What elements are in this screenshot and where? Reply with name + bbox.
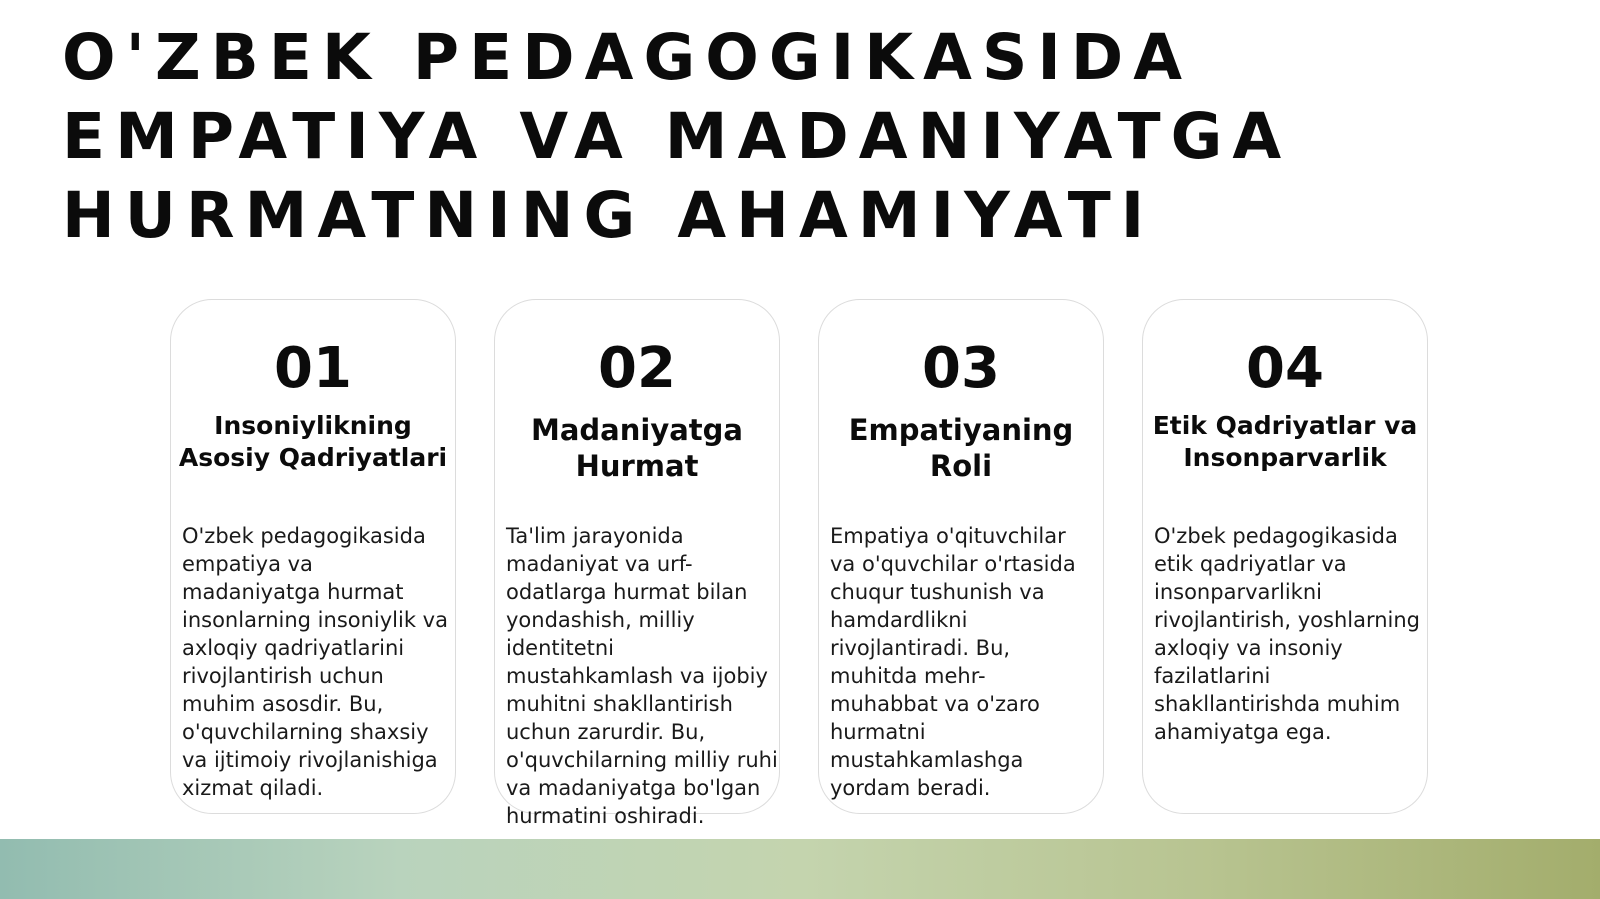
card-body: O'zbek pedagogikasida etik qadriyatlar va insonparvarlikni rivojlantirish, yoshlarning axloqiy va insoniy fazilatlarini shakllantirishda muhim ahamiyatga ega. xyxy=(1154,524,1421,744)
card-heading: Etik Qadriyatlar va Insonparvarlik xyxy=(1152,411,1418,472)
card-number: 02 xyxy=(598,336,676,401)
card-heading: Madaniyatga Hurmat xyxy=(530,413,743,483)
card-number: 01 xyxy=(274,336,352,401)
card-1 xyxy=(170,299,456,814)
card-body: Empatiya o'qituvchilar va o'quvchilar o'rtasida chuqur tushunish va hamdardlikni rivojlantiradi. Bu, muhitda mehr-muhabbat va o'zaro hurmatni mustahkamlashga yordam beradi. xyxy=(830,524,1076,800)
card-body: O'zbek pedagogikasida empatiya va madaniyatga hurmat insonlarning insoniylik va axloqiy qadriyatlarini rivojlantirish uchun muhim asosdir. Bu, o'quvchilarning shaxsiy va ijtimoiy rivojlanishiga xizmat qiladi. xyxy=(182,524,448,800)
card-heading: Insoniylikning Asosiy Qadriyatlari xyxy=(178,411,448,472)
slide-title: O'ZBEK PEDAGOGIKASIDA EMPATIYA VA MADANIYATGA HURMATNING AHAMIYATI xyxy=(62,21,1292,252)
card-number: 04 xyxy=(1246,336,1324,401)
card-heading: Empatiyaning Roli xyxy=(848,413,1074,483)
card-3 xyxy=(818,299,1104,814)
bottom-gradient-band xyxy=(0,839,1600,899)
card-body: Ta'lim jarayonida madaniyat va urf-odatlarga hurmat bilan yondashish, milliy identitetni mustahkamlash va ijobiy muhitni shakllantirish uchun zarurdir. Bu, o'quvchilarning milliy ruhi va madaniyatga bo'lgan hurmatini oshiradi. xyxy=(506,524,778,828)
card-2 xyxy=(494,299,780,828)
card-number: 03 xyxy=(922,336,1000,401)
card-4 xyxy=(1142,299,1428,814)
